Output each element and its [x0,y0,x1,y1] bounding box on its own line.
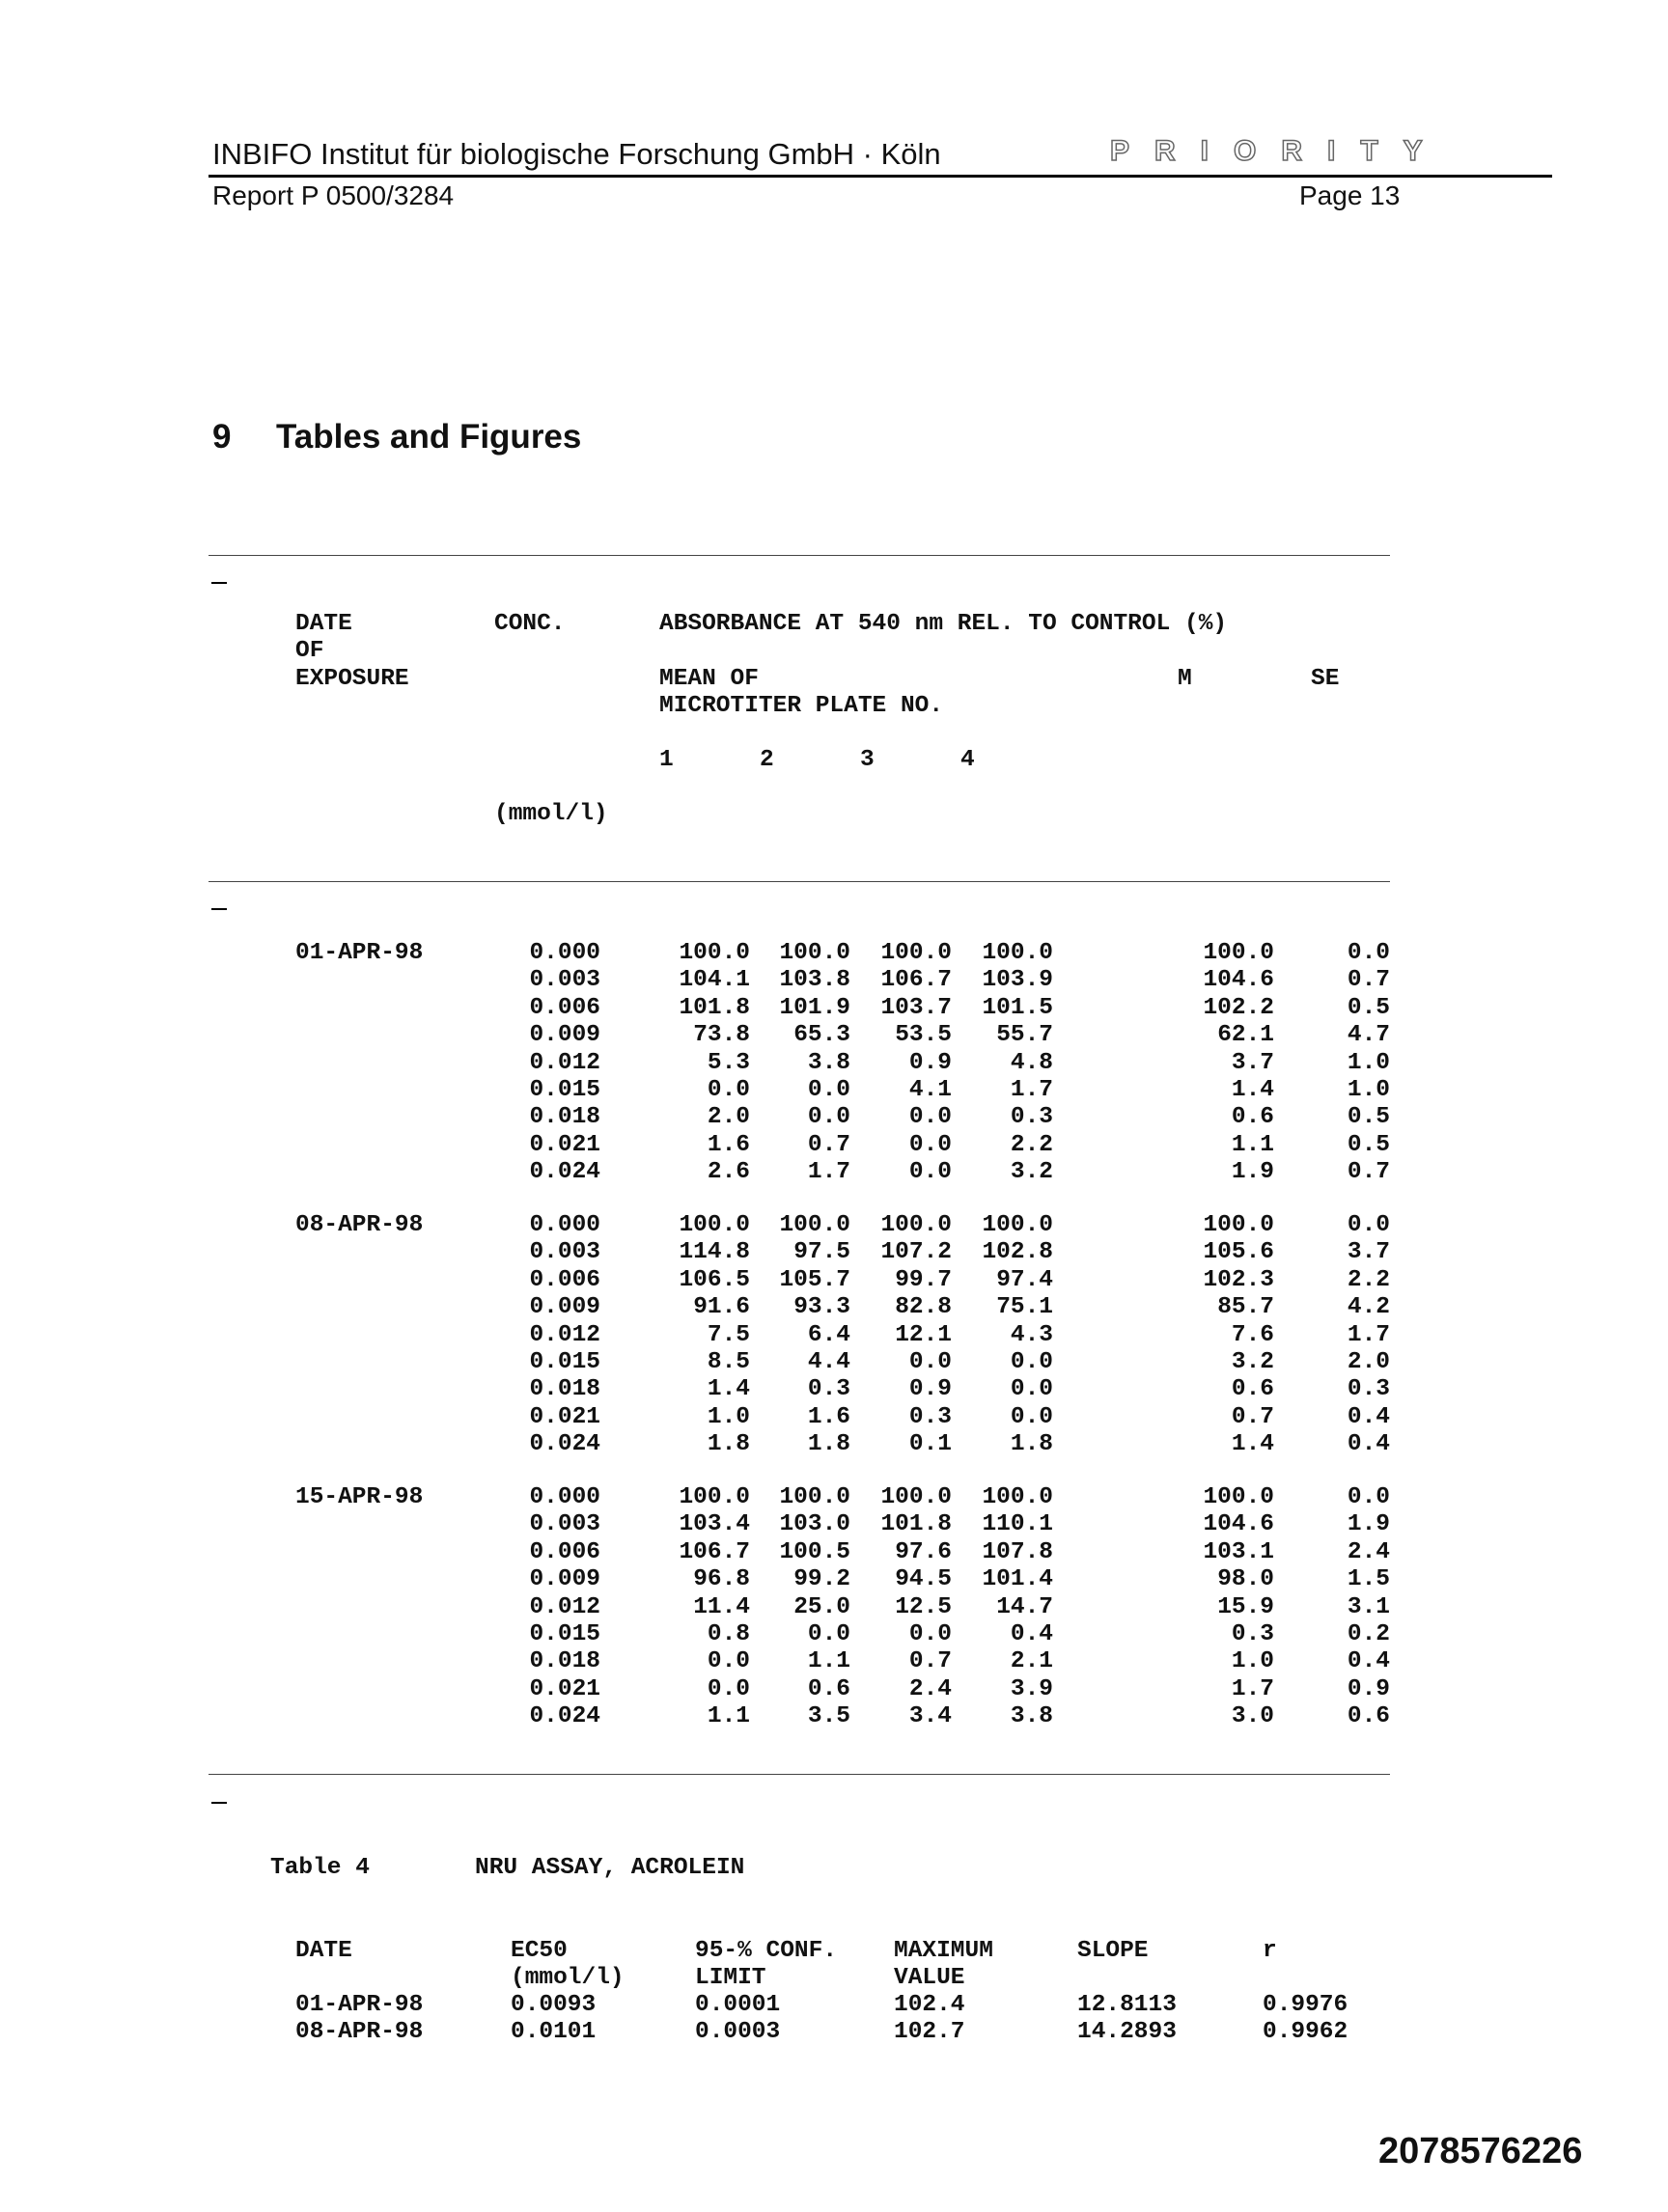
plate-3-cell: 0.3 [908,1403,952,1430]
document-number: 2078576226 [1378,2131,1583,2171]
plate-4-cell: 3.8 [1010,1703,1053,1730]
conc-cell: 0.018 [529,1376,600,1403]
ec50-cell: 0.0101 [511,2019,597,2046]
plate-3-cell: 53.5 [895,1022,952,1049]
mean-cell: 1.9 [1231,1159,1274,1186]
plate-1-cell: 103.4 [679,1511,750,1538]
plate-2-cell: 103.0 [779,1511,850,1538]
conc-cell: 0.006 [529,1266,600,1293]
maximum-value-header [894,1938,993,1993]
se-cell: 0.0 [1347,1212,1390,1238]
mean-cell: 1.4 [1231,1431,1274,1458]
mean-cell: 104.6 [1203,1511,1274,1538]
conc-cell: 0.015 [529,1349,600,1375]
conc-cell: 0.012 [529,1593,600,1620]
mean-cell: 103.1 [1203,1538,1274,1565]
mean-cell: 62.1 [1217,1022,1274,1049]
se-cell: 4.2 [1347,1294,1390,1321]
section-heading [212,418,581,456]
mean-cell: 104.6 [1203,967,1274,994]
mean-cell: 100.0 [1203,940,1274,966]
plate-3-cell: 0.1 [908,1431,952,1458]
mean-cell: 1.0 [1231,1648,1274,1675]
summary-date-cell: 08-APR-98 [295,2019,424,2046]
plate-3-cell: 103.7 [880,994,952,1021]
plate-2-cell: 100.0 [779,1484,850,1510]
plate-2-cell: 100.0 [779,1212,850,1238]
se-cell: 1.0 [1347,1077,1390,1103]
se-cell: 0.5 [1347,1131,1390,1158]
plate-2-cell: 0.6 [807,1675,850,1702]
date-header-line: OF [295,638,324,665]
conc-cell: 0.003 [529,967,600,994]
plate-4-cell: 55.7 [996,1022,1053,1049]
plate-3-cell: 4.1 [908,1077,952,1103]
plate-3-cell: 3.4 [908,1703,952,1730]
se-cell: 1.7 [1347,1321,1390,1348]
plate-3-cell: 100.0 [880,1212,952,1238]
plate-2-cell: 25.0 [793,1593,850,1620]
plate-3-cell: 0.0 [908,1621,952,1647]
plate-2-cell: 1.8 [807,1431,850,1458]
microtiter-line: MICROTITER PLATE NO. [659,693,944,720]
ec50-cell: 0.0093 [511,1992,597,2018]
plate-3-cell: 100.0 [880,940,952,966]
mean-cell: 0.6 [1231,1104,1274,1131]
plate-1-cell: 2.6 [707,1159,750,1186]
plate-2-cell: 0.3 [807,1376,850,1403]
summary-date-header: DATE [295,1938,352,1964]
plate-4-cell: 97.4 [996,1266,1053,1293]
exposure-header: EXPOSURE [295,666,409,692]
conc-cell: 0.015 [529,1621,600,1647]
plate-4-cell: 75.1 [996,1294,1053,1321]
plate-4-cell: 2.1 [1010,1648,1053,1675]
maximum-value-cell: 102.4 [894,1992,965,2018]
plate-3-cell: 99.7 [895,1266,952,1293]
plate-1-cell: 0.0 [707,1648,750,1675]
conc-cell: 0.024 [529,1703,600,1730]
conc-cell: 0.009 [529,1294,600,1321]
conc-header: CONC. [494,611,566,637]
plate-3-cell: 12.1 [895,1321,952,1348]
mean-cell: 85.7 [1217,1294,1274,1321]
table-header-rule [208,881,1390,882]
exposure-date: 01-APR-98 [295,940,424,966]
plate-4-cell: 4.3 [1010,1321,1053,1348]
mean-cell: 102.3 [1203,1266,1274,1293]
mean-cell: 100.0 [1203,1212,1274,1238]
plate-2-cell: 1.6 [807,1403,850,1430]
slope-header: SLOPE [1077,1938,1149,1964]
plate-3-cell: 0.0 [908,1131,952,1158]
slope-cell: 12.8113 [1077,1992,1177,2018]
se-cell: 0.4 [1347,1403,1390,1430]
plate-3-cell: 0.0 [908,1159,952,1186]
plate-3-cell: 0.0 [908,1349,952,1375]
plate-4-cell: 100.0 [982,1212,1053,1238]
maximum-value-header-line: MAXIMUM [894,1938,993,1964]
ec50-header-line: EC50 [511,1938,568,1964]
conc-cell: 0.024 [529,1159,600,1186]
plate-number-1: 1 [659,747,674,773]
plate-4-cell: 100.0 [982,1484,1053,1510]
mean-cell: 1.4 [1231,1077,1274,1103]
table-label: Table 4 [270,1855,370,1881]
report-number: Report P 0500/3284 [212,180,455,210]
mean-cell: 0.3 [1231,1621,1274,1647]
se-cell: 4.7 [1347,1022,1390,1049]
se-cell: 0.5 [1347,1104,1390,1131]
plate-2-cell: 0.0 [807,1104,850,1131]
conc-cell: 0.000 [529,1212,600,1238]
priority-stamp: PRIORITY [1110,135,1448,167]
plate-number-4: 4 [960,747,975,773]
conc-cell: 0.003 [529,1511,600,1538]
conf-limit-header-line: 95-% CONF. [695,1938,838,1964]
se-cell: 0.0 [1347,1484,1390,1510]
se-cell: 0.3 [1347,1376,1390,1403]
ec50-unit-line: (mmol/l) [511,1965,625,1992]
plate-2-cell: 97.5 [793,1239,850,1266]
plate-2-cell: 93.3 [793,1294,850,1321]
conf-limit-cell: 0.0003 [695,2019,781,2046]
plate-2-cell: 6.4 [807,1321,850,1348]
se-cell: 0.0 [1347,940,1390,966]
plate-2-cell: 103.8 [779,967,850,994]
plate-4-cell: 0.0 [1010,1403,1053,1430]
ec50-header [511,1938,625,1993]
plate-1-cell: 1.1 [707,1703,750,1730]
conc-cell: 0.021 [529,1675,600,1702]
plate-1-cell: 106.5 [679,1266,750,1293]
plate-3-cell: 12.5 [895,1593,952,1620]
conf-limit-header-line: LIMIT [695,1965,766,1992]
r-cell: 0.9962 [1263,2019,1348,2046]
mean-cell: 0.7 [1231,1403,1274,1430]
plate-2-cell: 100.5 [779,1538,850,1565]
plate-2-cell: 0.7 [807,1131,850,1158]
conc-cell: 0.015 [529,1077,600,1103]
plate-4-cell: 0.4 [1010,1621,1053,1647]
plate-3-cell: 101.8 [880,1511,952,1538]
plate-1-cell: 0.8 [707,1621,750,1647]
date-header-line: DATE [295,611,352,637]
plate-1-cell: 0.0 [707,1675,750,1702]
conc-cell: 0.006 [529,994,600,1021]
plate-4-cell: 3.2 [1010,1159,1053,1186]
plate-1-cell: 0.0 [707,1077,750,1103]
plate-4-cell: 110.1 [982,1511,1053,1538]
plate-4-cell: 103.9 [982,967,1053,994]
mean-cell: 7.6 [1231,1321,1274,1348]
mean-of-header [659,666,943,721]
plate-1-cell: 1.6 [707,1131,750,1158]
plate-3-cell: 0.0 [908,1104,952,1131]
plate-2-cell: 65.3 [793,1022,850,1049]
conc-cell: 0.000 [529,1484,600,1510]
plate-1-cell: 100.0 [679,1212,750,1238]
plate-4-cell: 101.4 [982,1566,1053,1593]
absorbance-header: ABSORBANCE AT 540 nm REL. TO CONTROL (%) [659,611,1228,637]
plate-1-cell: 91.6 [693,1294,750,1321]
mean-cell: 3.2 [1231,1349,1274,1375]
conf-limit-cell: 0.0001 [695,1992,781,2018]
mean-of-line: MEAN OF [659,666,759,692]
plate-1-cell: 1.8 [707,1431,750,1458]
mean-cell: 98.0 [1217,1566,1274,1593]
conc-cell: 0.006 [529,1538,600,1565]
plate-1-cell: 104.1 [679,967,750,994]
plate-3-cell: 0.7 [908,1648,952,1675]
conc-cell: 0.012 [529,1049,600,1076]
plate-3-cell: 0.9 [908,1049,952,1076]
se-cell: 1.9 [1347,1511,1390,1538]
plate-1-cell: 114.8 [679,1239,750,1266]
mean-cell: 100.0 [1203,1484,1274,1510]
se-cell: 1.0 [1347,1049,1390,1076]
slope-cell: 14.2893 [1077,2019,1177,2046]
plate-2-cell: 99.2 [793,1566,850,1593]
plate-3-cell: 0.9 [908,1376,952,1403]
plate-1-cell: 100.0 [679,940,750,966]
plate-1-cell: 8.5 [707,1349,750,1375]
conc-cell: 0.009 [529,1566,600,1593]
plate-2-cell: 3.5 [807,1703,850,1730]
mean-cell: 105.6 [1203,1239,1274,1266]
plate-1-cell: 106.7 [679,1538,750,1565]
conf-limit-header [695,1938,837,1993]
se-cell: 0.6 [1347,1703,1390,1730]
exposure-date: 08-APR-98 [295,1212,424,1238]
plate-4-cell: 2.2 [1010,1131,1053,1158]
plate-4-cell: 107.8 [982,1538,1053,1565]
conc-cell: 0.009 [529,1022,600,1049]
plate-3-cell: 82.8 [895,1294,952,1321]
plate-3-cell: 106.7 [880,967,952,994]
plate-2-cell: 3.8 [807,1049,850,1076]
se-cell: 2.2 [1347,1266,1390,1293]
conc-cell: 0.000 [529,940,600,966]
plate-3-cell: 94.5 [895,1566,952,1593]
plate-1-cell: 100.0 [679,1484,750,1510]
maximum-value-cell: 102.7 [894,2019,965,2046]
plate-1-cell: 1.4 [707,1376,750,1403]
r-header: r [1263,1938,1277,1964]
plate-2-cell: 0.0 [807,1077,850,1103]
plate-4-cell: 3.9 [1010,1675,1053,1702]
mean-cell: 102.2 [1203,994,1274,1021]
plate-1-cell: 1.0 [707,1403,750,1430]
plate-1-cell: 101.8 [679,994,750,1021]
table-bottom-rule [208,1774,1390,1775]
plate-2-cell: 1.7 [807,1159,850,1186]
plate-2-cell: 0.0 [807,1621,850,1647]
date-header [295,611,352,666]
se-cell: 0.2 [1347,1621,1390,1647]
r-cell: 0.9976 [1263,1992,1348,2018]
conc-cell: 0.024 [529,1431,600,1458]
plate-4-cell: 0.3 [1010,1104,1053,1131]
plate-1-cell: 96.8 [693,1566,750,1593]
plate-3-cell: 2.4 [908,1675,952,1702]
plate-4-cell: 1.8 [1010,1431,1053,1458]
mean-cell: 3.7 [1231,1049,1274,1076]
mean-cell: 1.1 [1231,1131,1274,1158]
plate-2-cell: 4.4 [807,1349,850,1375]
mean-header: M [1178,666,1192,692]
se-cell: 0.5 [1347,994,1390,1021]
header-rule [208,175,1552,178]
mean-cell: 0.6 [1231,1376,1274,1403]
plate-1-cell: 73.8 [693,1022,750,1049]
plate-4-cell: 14.7 [996,1593,1053,1620]
plate-4-cell: 4.8 [1010,1049,1053,1076]
mean-cell: 3.0 [1231,1703,1274,1730]
table-rule-dash [211,582,227,584]
conc-cell: 0.018 [529,1648,600,1675]
exposure-date: 15-APR-98 [295,1484,424,1510]
plate-2-cell: 105.7 [779,1266,850,1293]
se-cell: 0.4 [1347,1431,1390,1458]
se-cell: 0.4 [1347,1648,1390,1675]
conc-cell: 0.012 [529,1321,600,1348]
mean-cell: 15.9 [1217,1593,1274,1620]
plate-1-cell: 7.5 [707,1321,750,1348]
plate-2-cell: 1.1 [807,1648,850,1675]
plate-3-cell: 107.2 [880,1239,952,1266]
table-rule-dash [211,1802,227,1804]
conc-cell: 0.021 [529,1403,600,1430]
maximum-value-header-line: VALUE [894,1965,965,1992]
se-cell: 2.4 [1347,1538,1390,1565]
section-number: 9 [212,418,232,456]
plate-3-cell: 97.6 [895,1538,952,1565]
plate-4-cell: 101.5 [982,994,1053,1021]
se-cell: 1.5 [1347,1566,1390,1593]
plate-1-cell: 2.0 [707,1104,750,1131]
plate-1-cell: 5.3 [707,1049,750,1076]
plate-4-cell: 0.0 [1010,1376,1053,1403]
plate-2-cell: 100.0 [779,940,850,966]
table-rule-dash [211,908,227,910]
plate-4-cell: 0.0 [1010,1349,1053,1375]
plate-2-cell: 101.9 [779,994,850,1021]
plate-4-cell: 102.8 [982,1239,1053,1266]
table-title: NRU ASSAY, ACROLEIN [475,1855,745,1881]
organization-name: INBIFO Institut für biologische Forschung GmbH · Köln [212,137,941,171]
plate-4-cell: 1.7 [1010,1077,1053,1103]
se-cell: 3.7 [1347,1239,1390,1266]
se-header: SE [1311,666,1340,692]
plate-3-cell: 100.0 [880,1484,952,1510]
se-cell: 3.1 [1347,1593,1390,1620]
summary-date-cell: 01-APR-98 [295,1992,424,2018]
plate-1-cell: 11.4 [693,1593,750,1620]
plate-number-2: 2 [760,747,774,773]
plate-4-cell: 100.0 [982,940,1053,966]
se-cell: 0.7 [1347,967,1390,994]
mean-cell: 1.7 [1231,1675,1274,1702]
se-cell: 2.0 [1347,1349,1390,1375]
conc-cell: 0.018 [529,1104,600,1131]
conc-cell: 0.021 [529,1131,600,1158]
conc-unit-header: (mmol/l) [494,801,608,827]
page-number: Page 13 [1299,180,1401,210]
se-cell: 0.9 [1347,1675,1390,1702]
table-top-rule [208,555,1390,556]
se-cell: 0.7 [1347,1159,1390,1186]
section-title: Tables and Figures [276,418,582,456]
plate-number-3: 3 [860,747,875,773]
conc-cell: 0.003 [529,1239,600,1266]
